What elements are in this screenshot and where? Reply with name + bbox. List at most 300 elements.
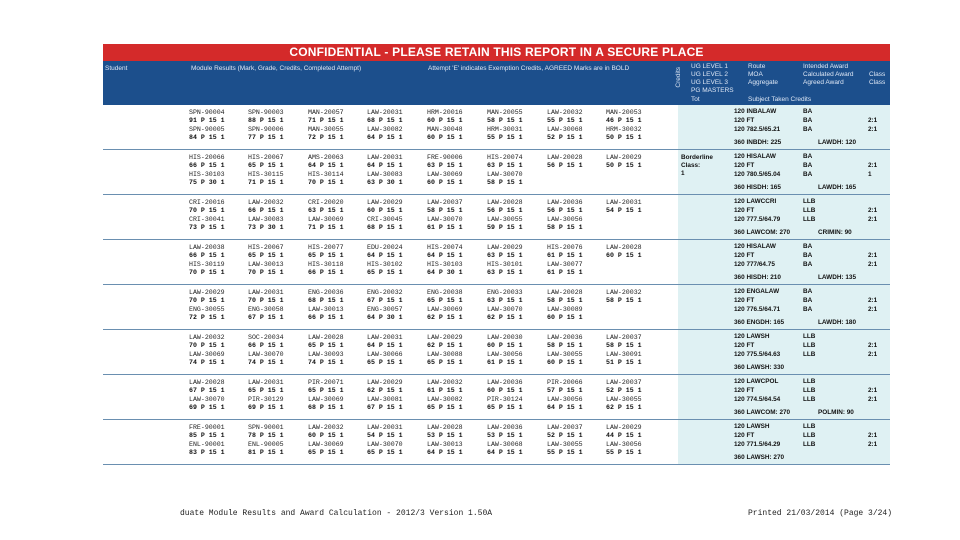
module-code: HIS-20067 (248, 244, 284, 251)
award-class: 2:1 (868, 342, 878, 349)
module-code: LAW-30069 (308, 396, 344, 403)
module-code: LAW-30083 (248, 216, 284, 223)
module-mark: 52 P 15 1 (547, 134, 583, 141)
award-class: 2:1 (868, 117, 878, 124)
module-mark: 58 P 15 1 (487, 117, 523, 124)
module-mark: 66 P 15 1 (189, 162, 225, 169)
confidential-banner: CONFIDENTIAL - PLEASE RETAIN THIS REPORT IN A SECURE PLACE (103, 44, 890, 61)
module-mark: 85 P 15 1 (189, 432, 225, 439)
level-1: UG LEVEL 1 (691, 63, 728, 70)
award-route: 120 LAWSH (734, 333, 770, 340)
module-code: LAW-20028 (606, 244, 642, 251)
award-panel (678, 375, 890, 419)
award-route: 120 INBALAW (734, 108, 777, 115)
module-code: FRE-90006 (427, 154, 463, 161)
module-code: LAW-20032 (308, 424, 344, 431)
award-panel (678, 195, 890, 239)
module-code: LAW-20029 (606, 154, 642, 161)
module-mark: 60 P 15 1 (547, 314, 583, 321)
module-results (103, 375, 678, 419)
module-mark: 67 P 15 1 (248, 314, 284, 321)
module-mark: 65 P 15 1 (367, 449, 403, 456)
award-class: 2:1 (868, 252, 878, 259)
module-mark: 61 P 15 1 (427, 387, 463, 394)
module-mark: 81 P 15 1 (248, 449, 284, 456)
module-mark: 65 P 15 1 (248, 387, 284, 394)
module-mark: 65 P 15 1 (308, 387, 344, 394)
module-code: LAW-30077 (547, 261, 583, 268)
module-mark: 53 P 15 1 (427, 432, 463, 439)
module-mark: 60 P 15 1 (427, 134, 463, 141)
module-mark: 67 P 15 1 (367, 404, 403, 411)
module-code: HIS-20077 (308, 244, 344, 251)
module-code: LAW-30083 (367, 171, 403, 178)
module-code: LAW-30069 (189, 351, 225, 358)
award-class: 2:1 (868, 396, 878, 403)
module-results (103, 240, 678, 284)
award-route: 120 LAWCPOL (734, 378, 779, 385)
module-code: HIS-20076 (547, 244, 583, 251)
module-code: HIS-30103 (427, 261, 463, 268)
module-mark: 78 P 15 1 (248, 432, 284, 439)
module-code: LAW-30055 (547, 351, 583, 358)
award-type: LLB (803, 351, 816, 358)
module-mark: 70 P 15 1 (189, 342, 225, 349)
module-code: PIR-20071 (308, 379, 344, 386)
module-code: LAW-20031 (367, 109, 403, 116)
module-code: LAW-30093 (308, 351, 344, 358)
module-mark: 60 P 15 1 (308, 432, 344, 439)
module-code: LAW-30056 (547, 396, 583, 403)
module-code: ENG-30057 (367, 306, 403, 313)
module-code: HRM-20016 (427, 109, 463, 116)
module-code: LAW-30091 (606, 351, 642, 358)
module-mark: 65 P 15 1 (248, 162, 284, 169)
module-code: HIS-30114 (308, 171, 344, 178)
module-mark: 66 P 15 1 (248, 207, 284, 214)
award-class: 2:1 (868, 261, 878, 268)
module-code: LAW-30070 (487, 171, 523, 178)
module-mark: 65 P 15 1 (248, 252, 284, 259)
module-mark: 60 P 15 1 (487, 387, 523, 394)
module-code: MAN-20057 (308, 109, 344, 116)
award-type: BA (803, 108, 813, 115)
module-code: LAW-20028 (547, 289, 583, 296)
module-mark: 70 P 15 1 (189, 297, 225, 304)
module-mark: 75 P 30 1 (189, 179, 225, 186)
module-mark: 70 P 15 1 (308, 179, 344, 186)
award-route: 120 FT (734, 432, 755, 439)
student-record (103, 375, 890, 420)
module-code: LAW-20036 (547, 334, 583, 341)
module-code: LAW-30068 (547, 126, 583, 133)
student-record (103, 150, 890, 195)
module-code: LAW-20036 (487, 424, 523, 431)
module-mark: 55 P 15 1 (487, 134, 523, 141)
module-mark: 71 P 15 1 (308, 224, 344, 231)
level-3: UG LEVEL 3 (691, 79, 728, 86)
module-results (103, 420, 678, 464)
intended-award-header: Intended Award (803, 63, 849, 70)
module-code: LAW-20029 (606, 424, 642, 431)
module-mark: 56 P 15 1 (487, 207, 523, 214)
aggregate-header: Aggregate (748, 79, 778, 86)
module-mark: 84 P 15 1 (189, 134, 225, 141)
module-mark: 65 P 15 1 (367, 359, 403, 366)
module-mark: 66 P 15 1 (308, 314, 344, 321)
module-mark: 72 P 15 1 (308, 134, 344, 141)
module-mark: 68 P 15 1 (308, 297, 344, 304)
award-type: LLB (803, 396, 816, 403)
module-code: LAW-20037 (547, 424, 583, 431)
module-mark: 60 P 15 1 (487, 342, 523, 349)
attempt-note: Attempt 'E' indicates Exemption Credits, AGREED Marks are in BOLD (428, 65, 630, 72)
award-type: LLB (803, 342, 816, 349)
award-route: 120 FT (734, 252, 755, 259)
award-type: LLB (803, 432, 816, 439)
module-mark: 65 P 15 1 (308, 342, 344, 349)
module-code: LAW-30081 (367, 396, 403, 403)
credit-summary: 360 LAWSH: 330 (734, 364, 785, 371)
award-route: 120 782.5/65.21 (734, 126, 781, 133)
module-mark: 91 P 15 1 (189, 117, 225, 124)
module-mark: 74 P 15 1 (248, 359, 284, 366)
module-mark: 57 P 15 1 (547, 387, 583, 394)
module-code: MAN-30055 (308, 126, 344, 133)
module-code: HIS-30119 (189, 261, 225, 268)
module-code: LAW-30013 (248, 261, 284, 268)
module-mark: 58 P 15 1 (547, 342, 583, 349)
module-mark: 69 P 15 1 (248, 404, 284, 411)
award-type: BA (803, 261, 813, 268)
award-type: LLB (803, 378, 816, 385)
module-code: LAW-30070 (487, 306, 523, 313)
student-rows (103, 105, 890, 465)
module-mark: 64 P 15 1 (487, 449, 523, 456)
module-code: MAN-20055 (487, 109, 523, 116)
module-mark: 64 P 15 1 (308, 162, 344, 169)
module-code: SPN-90005 (189, 126, 225, 133)
module-mark: 52 P 15 1 (606, 387, 642, 394)
module-mark: 73 P 15 1 (189, 224, 225, 231)
module-mark: 73 P 30 1 (248, 224, 284, 231)
module-code: LAW-30089 (547, 306, 583, 313)
module-code: LAW-30082 (367, 126, 403, 133)
student-record (103, 195, 890, 240)
module-mark: 77 P 15 1 (248, 134, 284, 141)
award-route: 120 ENGALAW (734, 288, 780, 295)
module-code: LAW-20032 (547, 109, 583, 116)
module-code: LAW-20037 (606, 379, 642, 386)
module-code: LAW-30069 (427, 306, 463, 313)
module-code: HIS-20074 (427, 244, 463, 251)
footer-version: duate Module Results and Award Calculation - 2012/3 Version 1.50A (180, 509, 493, 518)
module-code: LAW-20037 (606, 334, 642, 341)
module-mark: 63 P 15 1 (487, 162, 523, 169)
module-mark: 83 P 15 1 (189, 449, 225, 456)
module-mark: 52 P 15 1 (547, 432, 583, 439)
award-route: 120 LAWSH (734, 423, 770, 430)
award-type: BA (803, 153, 813, 160)
level-2: UG LEVEL 2 (691, 71, 728, 78)
module-mark: 64 P 30 1 (427, 269, 463, 276)
module-mark: 54 P 15 1 (367, 432, 403, 439)
module-code: HRM-30032 (606, 126, 642, 133)
award-route: 120 FT (734, 387, 755, 394)
student-record (103, 420, 890, 465)
module-code: LAW-20031 (367, 424, 403, 431)
class-header-1: Class (869, 71, 886, 78)
award-route: 120 FT (734, 162, 755, 169)
module-mark: 62 P 15 1 (427, 342, 463, 349)
route-header: Route (748, 63, 766, 70)
award-route: 120 775.5/64.63 (734, 351, 781, 358)
module-code: AMS-20063 (308, 154, 344, 161)
module-mark: 64 P 15 1 (427, 449, 463, 456)
module-code: HIS-30115 (248, 171, 284, 178)
module-mark: 65 P 15 1 (487, 404, 523, 411)
module-mark: 71 P 15 1 (248, 179, 284, 186)
award-class: 2:1 (868, 297, 878, 304)
module-code: ENG-20033 (487, 289, 523, 296)
module-mark: 65 P 15 1 (427, 297, 463, 304)
module-code: ENG-20036 (308, 289, 344, 296)
award-type: LLB (803, 387, 816, 394)
module-mark: 60 P 15 1 (367, 207, 403, 214)
module-mark: 64 P 30 1 (367, 314, 403, 321)
subject-taken-header: Subject Taken Credits (748, 96, 812, 103)
module-mark: 69 P 15 1 (189, 404, 225, 411)
module-code: LAW-20029 (189, 289, 225, 296)
module-mark: 55 P 15 1 (606, 449, 642, 456)
module-code: LAW-20030 (487, 334, 523, 341)
module-code: LAW-20037 (427, 199, 463, 206)
module-mark: 66 P 15 1 (189, 252, 225, 259)
student-record (103, 240, 890, 285)
column-header (103, 61, 890, 105)
award-type: BA (803, 117, 813, 124)
module-mark: 50 P 15 1 (606, 134, 642, 141)
module-mark: 65 P 15 1 (308, 252, 344, 259)
award-panel (678, 105, 890, 149)
award-route: 120 LAWCCRI (734, 198, 777, 205)
award-class: 2:1 (868, 351, 878, 358)
module-code: LAW-30069 (308, 216, 344, 223)
module-mark: 64 P 15 1 (427, 252, 463, 259)
module-mark: 60 P 15 1 (606, 252, 642, 259)
module-mark: 65 P 15 1 (427, 404, 463, 411)
module-code: HIS-30102 (367, 261, 403, 268)
module-code: LAW-20032 (427, 379, 463, 386)
module-code: ENG-30058 (248, 306, 284, 313)
module-code: LAW-20029 (487, 244, 523, 251)
module-mark: 65 P 15 1 (367, 269, 403, 276)
award-route: 120 777/64.75 (734, 261, 775, 268)
award-type: LLB (803, 207, 816, 214)
module-mark: 72 P 15 1 (189, 314, 225, 321)
module-mark: 66 P 15 1 (248, 342, 284, 349)
module-results (103, 150, 678, 194)
module-mark: 63 P 15 1 (487, 297, 523, 304)
student-record (103, 105, 890, 150)
report-page (103, 44, 890, 465)
award-route: 120 FT (734, 342, 755, 349)
award-class: 2:1 (868, 216, 878, 223)
module-code: LAW-20036 (547, 199, 583, 206)
calculated-award-header: Calculated Award (803, 71, 854, 78)
module-mark: 58 P 15 1 (427, 207, 463, 214)
credit-summary: 360 LAWSH: 270 (734, 454, 785, 461)
module-mark: 61 P 15 1 (547, 252, 583, 259)
module-results (103, 105, 678, 149)
module-mark: 64 P 15 1 (547, 404, 583, 411)
module-code: SPN-90001 (248, 424, 284, 431)
level-pg: PG MASTERS (691, 87, 734, 94)
module-results-header: Module Results (Mark, Grade, Credits, Completed Attempt) (191, 65, 362, 72)
module-mark: 60 P 15 1 (427, 117, 463, 124)
module-mark: 70 P 15 1 (248, 297, 284, 304)
module-code: HIS-30101 (487, 261, 523, 268)
module-code: LAW-20036 (487, 379, 523, 386)
module-mark: 58 P 15 1 (606, 342, 642, 349)
module-mark: 67 P 15 1 (367, 297, 403, 304)
module-code: HRM-30031 (487, 126, 523, 133)
award-type: BA (803, 243, 813, 250)
module-code: LAW-30070 (248, 351, 284, 358)
module-code: PIR-30129 (248, 396, 284, 403)
module-mark: 68 P 15 1 (367, 117, 403, 124)
module-code: CRI-20016 (189, 199, 225, 206)
module-mark: 64 P 15 1 (367, 342, 403, 349)
module-code: LAW-30070 (189, 396, 225, 403)
award-route: 120 HISALAW (734, 243, 776, 250)
credit-summary: 360 HISDH: 210 (734, 274, 781, 281)
award-route: 120 HISALAW (734, 153, 776, 160)
award-type: LLB (803, 198, 816, 205)
award-panel (678, 150, 890, 194)
module-code: LAW-20028 (308, 334, 344, 341)
module-code: CRI-20020 (308, 199, 344, 206)
award-type: BA (803, 252, 813, 259)
module-mark: 66 P 15 1 (308, 269, 344, 276)
module-code: CRI-30041 (189, 216, 225, 223)
module-code: LAW-20028 (189, 379, 225, 386)
module-mark: 61 P 15 1 (487, 359, 523, 366)
module-mark: 50 P 15 1 (606, 162, 642, 169)
module-mark: 58 P 15 1 (547, 297, 583, 304)
module-mark: 62 P 15 1 (487, 314, 523, 321)
module-code: LAW-30070 (427, 216, 463, 223)
module-mark: 64 P 15 1 (367, 134, 403, 141)
award-class: 2:1 (868, 441, 878, 448)
module-mark: 68 P 15 1 (367, 224, 403, 231)
module-mark: 63 P 30 1 (367, 179, 403, 186)
award-class: 1 (868, 171, 872, 178)
module-code: HIS-30103 (189, 171, 225, 178)
module-mark: 65 P 15 1 (427, 359, 463, 366)
module-code: LAW-30055 (547, 441, 583, 448)
module-code: HIS-20074 (487, 154, 523, 161)
module-mark: 62 P 15 1 (367, 387, 403, 394)
credit-summary: 360 ENGDH: 165 (734, 319, 785, 326)
award-route: 120 FT (734, 117, 755, 124)
module-code: LAW-20032 (606, 289, 642, 296)
award-route: 120 FT (734, 207, 755, 214)
class-header-2: Class (869, 79, 886, 86)
module-mark: 62 P 15 1 (427, 314, 463, 321)
credit-summary-secondary: LAWDH: 120 (818, 139, 856, 146)
module-mark: 68 P 15 1 (308, 404, 344, 411)
credit-summary: 360 LAWCOM: 270 (734, 409, 791, 416)
student-record (103, 285, 890, 330)
module-code: LAW-30066 (367, 351, 403, 358)
module-code: LAW-20029 (367, 379, 403, 386)
module-code: SPN-90003 (248, 109, 284, 116)
module-code: PIR-30124 (487, 396, 523, 403)
award-type: BA (803, 306, 813, 313)
module-results (103, 195, 678, 239)
credit-summary-secondary: POLMIN: 90 (818, 409, 854, 416)
module-code: PIR-20066 (547, 379, 583, 386)
award-class: 2:1 (868, 162, 878, 169)
module-mark: 60 P 15 1 (547, 359, 583, 366)
module-mark: 63 P 15 1 (427, 162, 463, 169)
module-code: LAW-20031 (367, 334, 403, 341)
module-mark: 70 P 15 1 (189, 269, 225, 276)
module-mark: 59 P 15 1 (487, 224, 523, 231)
award-type: BA (803, 171, 813, 178)
module-code: LAW-20029 (367, 199, 403, 206)
module-code: ENG-20038 (427, 289, 463, 296)
module-code: LAW-20029 (427, 334, 463, 341)
module-mark: 65 P 15 1 (308, 449, 344, 456)
module-mark: 74 P 15 1 (189, 359, 225, 366)
award-class: 2:1 (868, 432, 878, 439)
module-code: LAW-30055 (487, 216, 523, 223)
student-header: Student (105, 65, 128, 72)
module-mark: 54 P 15 1 (606, 207, 642, 214)
award-class: 2:1 (868, 306, 878, 313)
award-type: LLB (803, 333, 816, 340)
award-route: 120 780.5/65.04 (734, 171, 781, 178)
module-mark: 55 P 15 1 (547, 449, 583, 456)
award-class: 2:1 (868, 126, 878, 133)
module-mark: 58 P 15 1 (606, 297, 642, 304)
module-code: LAW-20032 (248, 199, 284, 206)
module-mark: 62 P 15 1 (606, 404, 642, 411)
credit-summary-secondary: LAWDH: 180 (818, 319, 856, 326)
award-route: 120 771.5/64.29 (734, 441, 781, 448)
footer-printed: Printed 21/03/2014 (Page 3/24) (748, 509, 893, 518)
module-code: LAW-30055 (606, 396, 642, 403)
module-mark: 46 P 15 1 (606, 117, 642, 124)
module-mark: 64 P 15 1 (367, 252, 403, 259)
module-code: LAW-30070 (367, 441, 403, 448)
module-code: ENG-30055 (189, 306, 225, 313)
award-route: 120 774.5/64.54 (734, 396, 781, 403)
module-mark: 63 P 15 1 (487, 252, 523, 259)
agreed-award-header: Agreed Award (803, 79, 844, 86)
module-code: LAW-30068 (487, 441, 523, 448)
moa-header: MOA (748, 71, 763, 78)
module-code: MAN-30048 (427, 126, 463, 133)
module-mark: 70 P 15 1 (248, 269, 284, 276)
credit-summary-secondary: LAWDH: 165 (818, 184, 856, 191)
module-mark: 70 P 15 1 (189, 207, 225, 214)
level-tot: Tot (691, 96, 700, 103)
module-code: LAW-30056 (547, 216, 583, 223)
credit-summary: 360 HISDH: 165 (734, 184, 781, 191)
